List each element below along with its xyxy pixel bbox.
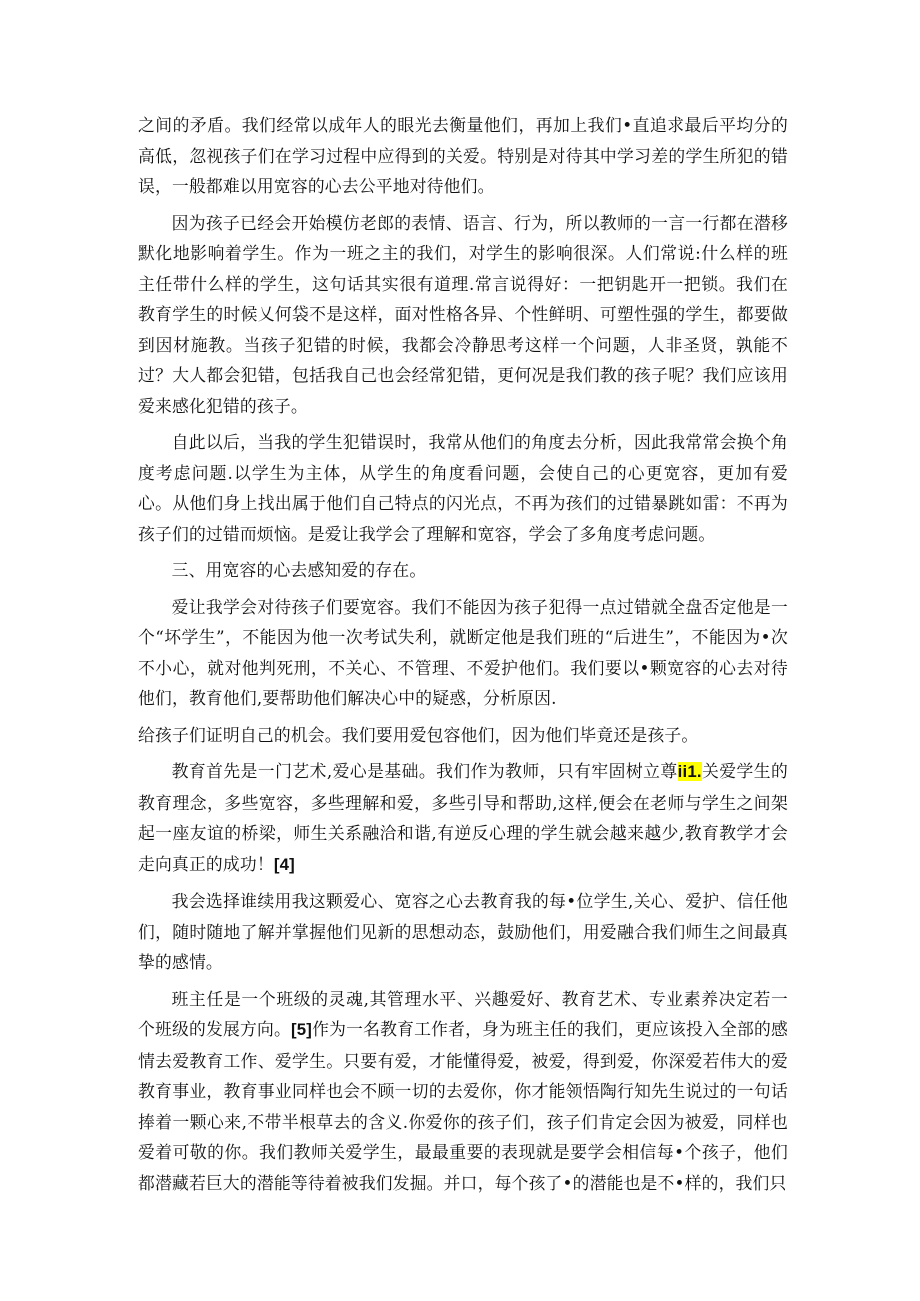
paragraph-1: 之间的矛盾。我们经常以成年人的眼光去衡量他们，再加上我们•直追求最后平均分的高低，忽视孩子们在学习过程中应得到的关爱。特别是对待其中学习差的学生所犯的错误，一般都难以用宽容的心去公平地对待他们。 (138, 115, 788, 196)
paragraph-7 (138, 756, 788, 880)
paragraph-7-text-a: 教育首先是一门艺术,爱心是基础。我们作为教师，只有牢固树立尊 (171, 761, 678, 781)
paragraph-9-text-b: 作为一名教育工作者，身为班主任的我们，更应该投入全部的感情去爱教育工作、爱学生。只要有爱，才能懂得爱，被爱，得到爱，你深爱若伟大的爱教育事业，教育事业同样也会不顾一切的去爱你，你才能领悟陶行知先生说过的一句话捧着一颗心来,不带半根草去的含义.你爱你的孩子们，孩子们肯定会因为被爱，同样也爱着可敬的你。我们教师关爱学生，最最重要的表现就是要学会相信每•个孩子，他们都潜藏若巨大的潜能等待着被我们发掘。并口，每个孩了•的潜能也是不•样的，我们只 (138, 1019, 788, 1193)
paragraph-7-text-b: 关爱学生的教育理念，多些宽容，多些理解和爱，多些引导和帮助,这样,便会在老师与学生之间架起一座友谊的桥梁，师生关系融洽和谐,有逆反心理的学生就会越来越少,教育教学才会走向真正的成功！ (138, 761, 788, 874)
paragraph-9-text-a: 班主任是一个班级的灵魂,其管理水平、兴趣爱好、教育艺术、专业素养决定若一个班级的发展方向。 (138, 988, 788, 1039)
paragraph-5: 爱让我学会对待孩子们要宽容。我们不能因为孩子犯得一点过错就全盘否定他是一个“坏学生”，不能因为他一次考试失利，就断定他是我们班的“后进生”，不能因为•次不小心，就对他判死刑，不关心、不管理、不爱护他们。我们要以•颗宽容的心去对待他们，教育他们,要帮助他们解决心中的疑惑，分析原因. (138, 596, 788, 708)
paragraph-3: 自此以后，当我的学生犯错误时，我常从他们的角度去分析，因此我常常会换个角度考虑问题.以学生为主体，从学生的角度看问题，会使自己的心更宽容，更加有爱心。从他们身上找出属于他们自己特点的闪光点，不再为孩们的过错暴跳如雷：不再为孩子们的过错而烦恼。是爱让我学会了理解和宽容，学会了多角度考虑问题。 (138, 432, 788, 544)
paragraph-6: 给孩子们证明自己的机会。我们要用爱包容他们，因为他们毕竟还是孩子。 (138, 724, 699, 745)
highlighted-citation: ii1. (677, 762, 702, 781)
section-heading-3: 三、用宽容的心去感知爱的存在。 (171, 560, 427, 580)
paragraph-8: 我会选择谁续用我这颗爱心、宽容之心去教育我的每•位学生,关心、爱护、信任他们，随时随地了解并掌握他们见新的思想动态，鼓励他们，用爱融合我们师生之间最真挚的感情。 (138, 891, 788, 972)
reference-marker-4: [4] (273, 854, 295, 874)
paragraph-9 (138, 984, 788, 1199)
paragraph-2: 因为孩子已经会开始模仿老郎的表情、语言、行为，所以教师的一言一行都在潜移默化地影响着学生。作为一班之主的我们，对学生的影响很深。人们常说:什么样的班主任带什么样的学生，这句话其实很有道理.常言说得好：一把钥匙开一把锁。我们在教育学生的时候乂何袋不是这样，面对性格各异、个性鲜明、可塑性强的学生，都要做到因材施教。当孩子犯错的时候，我都会冷静思考这样一个问题，人非圣贤，孰能不过？大人都会犯错，包括我自己也会经常犯错，更何况是我们教的孩子呢？我们应该用爱来感化犯错的孩子。 (138, 212, 788, 416)
reference-marker-5: [5] (290, 1020, 313, 1039)
